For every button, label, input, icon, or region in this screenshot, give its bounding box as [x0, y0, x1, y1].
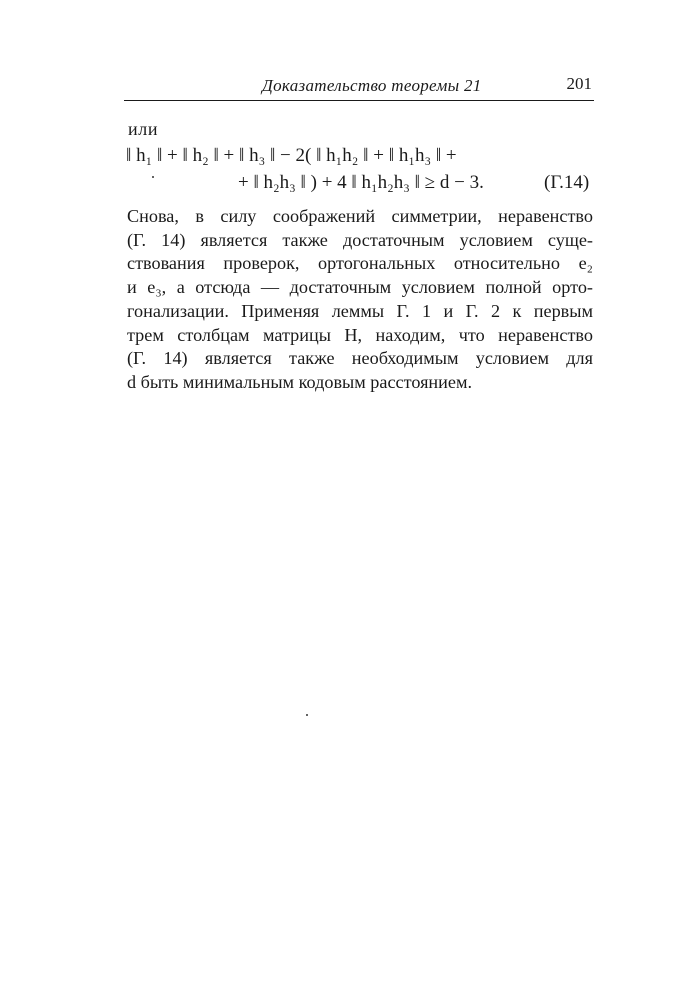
paragraph-line: гонализации. Применяя леммы Г. 1 и Г. 2 к первым: [127, 300, 593, 321]
print-speck: [306, 714, 308, 716]
page-number: 201: [566, 74, 592, 93]
equation-line-1: ‖ h₁ ‖ + ‖ h₂ ‖ + ‖ h₃ ‖ − 2( ‖ h₁h₂ ‖ + ‖ h₁h₃ ‖ +: [126, 145, 457, 166]
running-title: Доказательство теоремы 21: [262, 76, 482, 95]
intro-word: или: [128, 119, 159, 139]
paragraph-line: и e₃, а отсюда — достаточным условием полной орто-: [127, 277, 593, 298]
paragraph-line: (Г. 14) является также необходимым условием для: [127, 348, 593, 369]
paragraph-line: ствования проверок, ортогональных относительно e₂: [127, 253, 593, 274]
paragraph-line: d быть минимальным кодовым расстоянием.: [127, 371, 473, 392]
print-speck: [152, 176, 154, 178]
body-paragraph: [127, 205, 593, 395]
paragraph-line: трем столбцам матрицы H, находим, что неравенство: [127, 324, 593, 345]
paragraph-line: Снова, в силу соображений симметрии, неравенство: [127, 206, 593, 226]
paragraph-line: (Г. 14) является также достаточным условием суще-: [127, 229, 593, 250]
running-header: [124, 74, 594, 101]
equation-line-2: + ‖ h₂h₃ ‖ ) + 4 ‖ h₁h₂h₃ ‖ ≥ d − 3.: [238, 172, 484, 193]
equation-label: (Г.14): [544, 172, 590, 193]
